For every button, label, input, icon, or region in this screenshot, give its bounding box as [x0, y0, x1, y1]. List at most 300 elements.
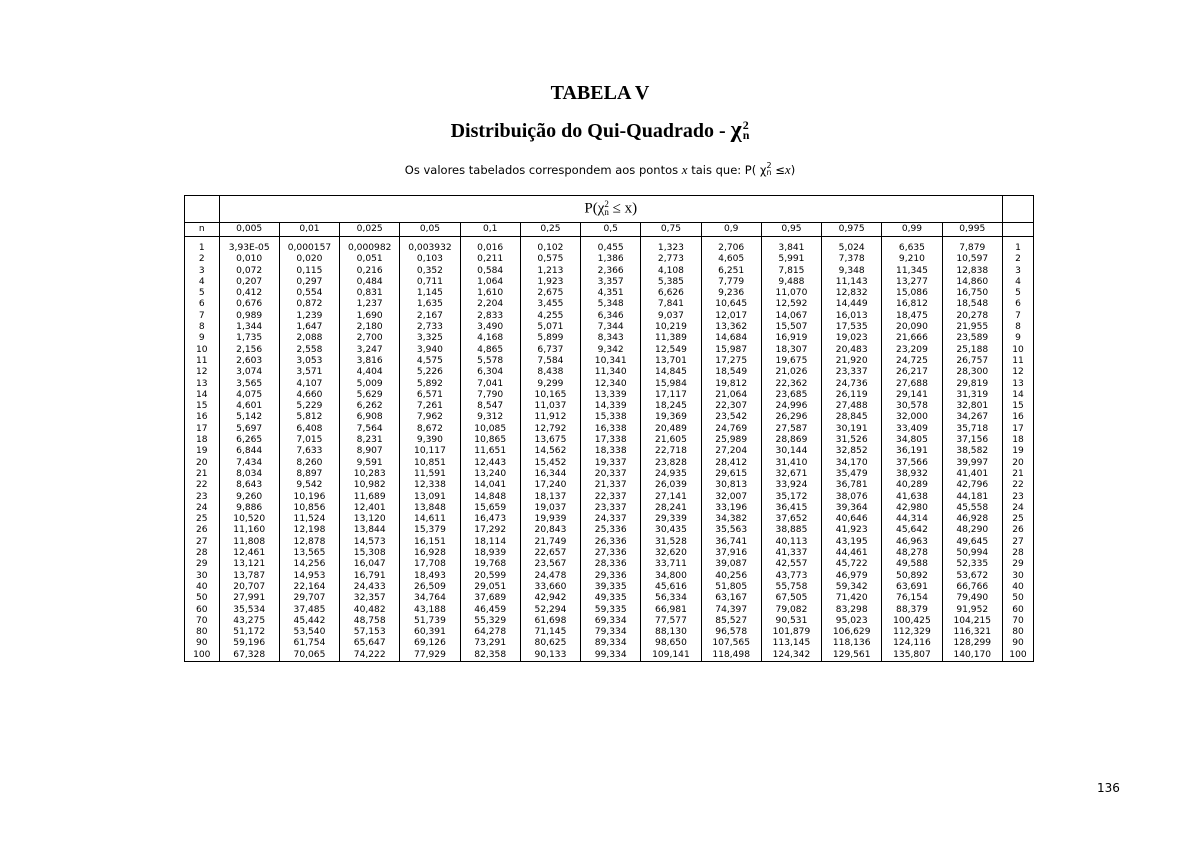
table-cell: 16,791	[340, 571, 400, 582]
table-cell: 61,698	[520, 616, 580, 627]
table-cell: 4,108	[641, 266, 701, 277]
table-cell: 28,300	[942, 367, 1002, 378]
table-cell: 14,848	[460, 492, 520, 503]
table-cell: 45,442	[279, 616, 339, 627]
table-cell: 22,164	[279, 582, 339, 593]
table-cell: 15,452	[520, 458, 580, 469]
description-close: )	[790, 163, 796, 177]
table-cell: 109,141	[641, 650, 701, 662]
table-cell: 23,337	[822, 367, 882, 378]
table-row	[185, 243, 1034, 254]
table-cell: 7,041	[460, 379, 520, 390]
table-cell: 12,549	[641, 345, 701, 356]
table-cell: 34,267	[942, 412, 1002, 423]
table-cell: 45,616	[641, 582, 701, 593]
table-cell: 10,341	[581, 356, 641, 367]
table-cell: 26,217	[882, 367, 942, 378]
table-cell: 19,023	[822, 333, 882, 344]
description-chi: χ	[759, 163, 767, 177]
table-cell: 28,412	[701, 458, 761, 469]
row-n-left: 15	[185, 401, 220, 412]
header-sub: n	[604, 207, 609, 217]
table-cell: 6,908	[340, 412, 400, 423]
table-cell: 9,037	[641, 311, 701, 322]
table-cell: 45,558	[942, 503, 1002, 514]
row-n-right: 8	[1002, 322, 1033, 333]
description-var-x: x	[681, 162, 688, 177]
table-cell: 90,531	[761, 616, 821, 627]
table-cell: 10,117	[400, 446, 460, 457]
header-right-blank	[1002, 196, 1033, 223]
table-cell: 26,336	[581, 537, 641, 548]
row-n-left: 25	[185, 514, 220, 525]
table-cell: 8,260	[279, 458, 339, 469]
table-cell: 33,196	[701, 503, 761, 514]
table-cell: 19,812	[701, 379, 761, 390]
table-cell: 0,484	[340, 277, 400, 288]
row-n-left: 4	[185, 277, 220, 288]
table-cell: 0,115	[279, 266, 339, 277]
description-sup: 2	[766, 160, 772, 170]
table-cell: 129,561	[822, 650, 882, 662]
row-n-right: 26	[1002, 525, 1033, 536]
table-cell: 16,919	[761, 333, 821, 344]
table-cell: 6,251	[701, 266, 761, 277]
table-cell: 2,167	[400, 311, 460, 322]
table-cell: 16,338	[581, 424, 641, 435]
table-cell: 14,573	[340, 537, 400, 548]
table-cell: 101,879	[761, 627, 821, 638]
table-cell: 67,505	[761, 593, 821, 604]
table-cell: 7,261	[400, 401, 460, 412]
table-cell: 45,642	[882, 525, 942, 536]
table-cell: 13,091	[400, 492, 460, 503]
table-cell: 71,420	[822, 593, 882, 604]
table-cell: 124,116	[882, 638, 942, 649]
table-cell: 15,984	[641, 379, 701, 390]
table-cell: 39,364	[822, 503, 882, 514]
table-cell: 24,433	[340, 582, 400, 593]
row-n-right: 20	[1002, 458, 1033, 469]
table-cell: 12,792	[520, 424, 580, 435]
row-n-right: 18	[1002, 435, 1033, 446]
table-cell: 56,334	[641, 593, 701, 604]
table-cell: 7,378	[822, 254, 882, 265]
table-cell: 90,133	[520, 650, 580, 662]
table-cell: 2,156	[219, 345, 279, 356]
table-cell: 100,425	[882, 616, 942, 627]
table-cell: 17,240	[520, 480, 580, 491]
table-cell: 3,357	[581, 277, 641, 288]
probability-header-cell: 0,75	[641, 223, 701, 237]
row-n-right: 13	[1002, 379, 1033, 390]
table-cell: 14,845	[641, 367, 701, 378]
table-cell: 1,213	[520, 266, 580, 277]
table-cell: 17,535	[822, 322, 882, 333]
header-right-empty	[1002, 223, 1033, 237]
table-cell: 73,291	[460, 638, 520, 649]
table-cell: 0,352	[400, 266, 460, 277]
table-cell: 4,404	[340, 367, 400, 378]
table-cell: 51,739	[400, 616, 460, 627]
table-cell: 3,455	[520, 299, 580, 310]
table-cell: 16,344	[520, 469, 580, 480]
table-cell: 4,660	[279, 390, 339, 401]
table-cell: 13,339	[581, 390, 641, 401]
table-cell: 40,289	[882, 480, 942, 491]
row-n-right: 29	[1002, 559, 1033, 570]
table-cell: 13,121	[219, 559, 279, 570]
probability-header-cell: 0,9	[701, 223, 761, 237]
table-cell: 13,240	[460, 469, 520, 480]
table-row	[185, 277, 1034, 288]
table-cell: 22,337	[581, 492, 641, 503]
table-cell: 21,666	[882, 333, 942, 344]
table-row	[185, 254, 1034, 265]
table-cell: 32,007	[701, 492, 761, 503]
table-cell: 44,461	[822, 548, 882, 559]
table-cell: 74,397	[701, 605, 761, 616]
header-left-blank	[185, 196, 220, 223]
row-n-right: 6	[1002, 299, 1033, 310]
table-cell: 65,647	[340, 638, 400, 649]
table-cell: 13,701	[641, 356, 701, 367]
table-cell: 30,813	[701, 480, 761, 491]
row-n-left: 8	[185, 322, 220, 333]
table-cell: 6,262	[340, 401, 400, 412]
table-cell: 51,805	[701, 582, 761, 593]
table-cell: 14,684	[701, 333, 761, 344]
table-cell: 1,323	[641, 243, 701, 254]
description-text-mid: tais que: P(	[687, 163, 760, 177]
row-n-right: 15	[1002, 401, 1033, 412]
table-cell: 7,564	[340, 424, 400, 435]
table-cell: 34,764	[400, 593, 460, 604]
table-subtitle	[0, 117, 1200, 144]
row-n-right: 14	[1002, 390, 1033, 401]
table-row	[185, 525, 1034, 536]
table-row	[185, 492, 1034, 503]
table-cell: 2,706	[701, 243, 761, 254]
table-cell: 35,563	[701, 525, 761, 536]
table-cell: 8,231	[340, 435, 400, 446]
table-cell: 11,389	[641, 333, 701, 344]
row-n-left: 60	[185, 605, 220, 616]
table-cell: 77,929	[400, 650, 460, 662]
table-cell: 16,013	[822, 311, 882, 322]
table-cell: 48,290	[942, 525, 1002, 536]
table-cell: 0,831	[340, 288, 400, 299]
table-cell: 4,351	[581, 288, 641, 299]
table-cell: 27,204	[701, 446, 761, 457]
table-cell: 12,017	[701, 311, 761, 322]
row-n-right: 50	[1002, 593, 1033, 604]
table-cell: 22,657	[520, 548, 580, 559]
table-cell: 24,996	[761, 401, 821, 412]
table-cell: 70,065	[279, 650, 339, 662]
table-cell: 53,540	[279, 627, 339, 638]
table-cell: 24,935	[641, 469, 701, 480]
row-n-right: 24	[1002, 503, 1033, 514]
chi-square-table	[184, 195, 1034, 662]
row-n-right: 17	[1002, 424, 1033, 435]
table-cell: 29,141	[882, 390, 942, 401]
table-cell: 16,151	[400, 537, 460, 548]
table-cell: 13,565	[279, 548, 339, 559]
table-cell: 33,660	[520, 582, 580, 593]
probability-header-cell: 0,05	[400, 223, 460, 237]
table-cell: 63,691	[882, 582, 942, 593]
row-n-right: 23	[1002, 492, 1033, 503]
table-cell: 2,180	[340, 322, 400, 333]
table-cell: 8,438	[520, 367, 580, 378]
table-row	[185, 345, 1034, 356]
table-cell: 18,939	[460, 548, 520, 559]
table-row	[185, 469, 1034, 480]
row-n-right: 22	[1002, 480, 1033, 491]
table-cell: 6,635	[882, 243, 942, 254]
table-cell: 20,090	[882, 322, 942, 333]
table-cell: 6,844	[219, 446, 279, 457]
table-cell: 17,275	[701, 356, 761, 367]
table-cell: 12,461	[219, 548, 279, 559]
table-cell: 15,379	[400, 525, 460, 536]
table-cell: 76,154	[882, 593, 942, 604]
table-cell: 14,339	[581, 401, 641, 412]
table-cell: 33,711	[641, 559, 701, 570]
table-cell: 1,344	[219, 322, 279, 333]
table-cell: 52,294	[520, 605, 580, 616]
probability-header-cell: 0,975	[822, 223, 882, 237]
row-n-right: 40	[1002, 582, 1033, 593]
table-cell: 11,037	[520, 401, 580, 412]
table-cell: 95,023	[822, 616, 882, 627]
table-cell: 24,725	[882, 356, 942, 367]
row-n-right: 11	[1002, 356, 1033, 367]
header-sup-sub	[604, 200, 609, 216]
table-cell: 34,800	[641, 571, 701, 582]
table-cell: 10,865	[460, 435, 520, 446]
table-cell: 21,026	[761, 367, 821, 378]
table-cell: 0,211	[460, 254, 520, 265]
table-cell: 35,534	[219, 605, 279, 616]
table-cell: 19,037	[520, 503, 580, 514]
description-var-x2: x	[784, 162, 791, 177]
probability-header-cell: 0,5	[581, 223, 641, 237]
table-cell: 23,542	[701, 412, 761, 423]
table-cell: 24,736	[822, 379, 882, 390]
table-cell: 52,335	[942, 559, 1002, 570]
probability-header-cell: 0,1	[460, 223, 520, 237]
table-cell: 91,952	[942, 605, 1002, 616]
table-cell: 7,015	[279, 435, 339, 446]
table-cell: 8,672	[400, 424, 460, 435]
table-cell: 19,768	[460, 559, 520, 570]
table-cell: 19,369	[641, 412, 701, 423]
table-cell: 66,981	[641, 605, 701, 616]
table-cell: 2,558	[279, 345, 339, 356]
table-cell: 1,923	[520, 277, 580, 288]
table-cell: 16,473	[460, 514, 520, 525]
table-cell: 0,072	[219, 266, 279, 277]
table-cell: 7,790	[460, 390, 520, 401]
row-n-left: 24	[185, 503, 220, 514]
table-cell: 5,071	[520, 322, 580, 333]
row-n-right: 60	[1002, 605, 1033, 616]
table-cell: 9,542	[279, 480, 339, 491]
header-paren-close: )	[632, 200, 638, 217]
table-cell: 106,629	[822, 627, 882, 638]
row-n-right: 16	[1002, 412, 1033, 423]
table-body	[185, 237, 1034, 662]
table-cell: 21,337	[581, 480, 641, 491]
row-n-left: 7	[185, 311, 220, 322]
table-cell: 12,401	[340, 503, 400, 514]
probability-header-row	[185, 196, 1034, 223]
table-cell: 42,557	[761, 559, 821, 570]
table-cell: 46,979	[822, 571, 882, 582]
table-cell: 3,247	[340, 345, 400, 356]
table-cell: 3,565	[219, 379, 279, 390]
row-n-left: 3	[185, 266, 220, 277]
row-n-left: 90	[185, 638, 220, 649]
table-cell: 10,165	[520, 390, 580, 401]
table-cell: 29,819	[942, 379, 1002, 390]
table-cell: 88,379	[882, 605, 942, 616]
table-cell: 63,167	[701, 593, 761, 604]
table-cell: 12,592	[761, 299, 821, 310]
table-cell: 26,757	[942, 356, 1002, 367]
table-cell: 39,087	[701, 559, 761, 570]
table-cell: 28,845	[822, 412, 882, 423]
row-n-left: 14	[185, 390, 220, 401]
table-cell: 26,296	[761, 412, 821, 423]
table-cell: 3,841	[761, 243, 821, 254]
table-cell: 35,718	[942, 424, 1002, 435]
table-cell: 48,278	[882, 548, 942, 559]
table-cell: 9,342	[581, 345, 641, 356]
row-n-left: 22	[185, 480, 220, 491]
probability-header-cell: 0,95	[761, 223, 821, 237]
table-cell: 5,578	[460, 356, 520, 367]
table-cell: 15,086	[882, 288, 942, 299]
table-cell: 2,603	[219, 356, 279, 367]
table-cell: 9,886	[219, 503, 279, 514]
table-cell: 37,689	[460, 593, 520, 604]
table-cell: 5,142	[219, 412, 279, 423]
table-cell: 26,039	[641, 480, 701, 491]
table-cell: 7,779	[701, 277, 761, 288]
table-cell: 9,348	[822, 266, 882, 277]
table-cell: 11,345	[882, 266, 942, 277]
table-cell: 49,335	[581, 593, 641, 604]
table-cell: 0,102	[520, 243, 580, 254]
table-cell: 7,879	[942, 243, 1002, 254]
table-cell: 42,796	[942, 480, 1002, 491]
table-cell: 42,980	[882, 503, 942, 514]
table-row	[185, 367, 1034, 378]
table-cell: 8,643	[219, 480, 279, 491]
table-cell: 40,646	[822, 514, 882, 525]
table-cell: 11,340	[581, 367, 641, 378]
row-n-right: 12	[1002, 367, 1033, 378]
table-cell: 27,141	[641, 492, 701, 503]
table-cell: 8,034	[219, 469, 279, 480]
table-cell: 23,589	[942, 333, 1002, 344]
table-row	[185, 266, 1034, 277]
table-cell: 37,652	[761, 514, 821, 525]
table-cell: 13,120	[340, 514, 400, 525]
table-cell: 1,064	[460, 277, 520, 288]
row-n-right: 21	[1002, 469, 1033, 480]
table-cell: 57,153	[340, 627, 400, 638]
table-cell: 32,671	[761, 469, 821, 480]
table-cell: 6,346	[581, 311, 641, 322]
table-cell: 98,650	[641, 638, 701, 649]
row-n-right: 9	[1002, 333, 1033, 344]
table-cell: 32,000	[882, 412, 942, 423]
row-n-left: 50	[185, 593, 220, 604]
table-cell: 30,578	[882, 401, 942, 412]
table-cell: 38,885	[761, 525, 821, 536]
table-cell: 23,337	[581, 503, 641, 514]
table-cell: 6,304	[460, 367, 520, 378]
table-cell: 23,685	[761, 390, 821, 401]
table-cell: 11,070	[761, 288, 821, 299]
table-cell: 37,916	[701, 548, 761, 559]
table-cell: 29,615	[701, 469, 761, 480]
table-cell: 7,344	[581, 322, 641, 333]
table-cell: 16,812	[882, 299, 942, 310]
table-cell: 14,562	[520, 446, 580, 457]
row-n-right: 70	[1002, 616, 1033, 627]
table-cell: 22,362	[761, 379, 821, 390]
header-le-x: ≤ x	[608, 200, 633, 217]
table-cell: 39,335	[581, 582, 641, 593]
table-cell: 28,336	[581, 559, 641, 570]
table-cell: 29,336	[581, 571, 641, 582]
table-cell: 1,690	[340, 311, 400, 322]
table-cell: 77,577	[641, 616, 701, 627]
table-cell: 44,314	[882, 514, 942, 525]
table-cell: 0,872	[279, 299, 339, 310]
table-cell: 79,490	[942, 593, 1002, 604]
table-cell: 0,584	[460, 266, 520, 277]
table-cell: 16,750	[942, 288, 1002, 299]
table-cell: 5,697	[219, 424, 279, 435]
table-cell: 20,278	[942, 311, 1002, 322]
row-n-left: 19	[185, 446, 220, 457]
table-cell: 21,955	[942, 322, 1002, 333]
table-cell: 10,982	[340, 480, 400, 491]
table-cell: 32,620	[641, 548, 701, 559]
table-cell: 0,003932	[400, 243, 460, 254]
row-n-right: 3	[1002, 266, 1033, 277]
probability-header-cell: 0,99	[882, 223, 942, 237]
table-cell: 16,047	[340, 559, 400, 570]
table-row	[185, 616, 1034, 627]
table-cell: 5,812	[279, 412, 339, 423]
chi-sup: 2	[742, 118, 749, 133]
table-cell: 21,605	[641, 435, 701, 446]
row-n-left: 20	[185, 458, 220, 469]
table-row	[185, 503, 1034, 514]
table-cell: 17,338	[581, 435, 641, 446]
table-cell: 11,912	[520, 412, 580, 423]
table-cell: 51,172	[219, 627, 279, 638]
table-cell: 14,953	[279, 571, 339, 582]
table-cell: 25,336	[581, 525, 641, 536]
